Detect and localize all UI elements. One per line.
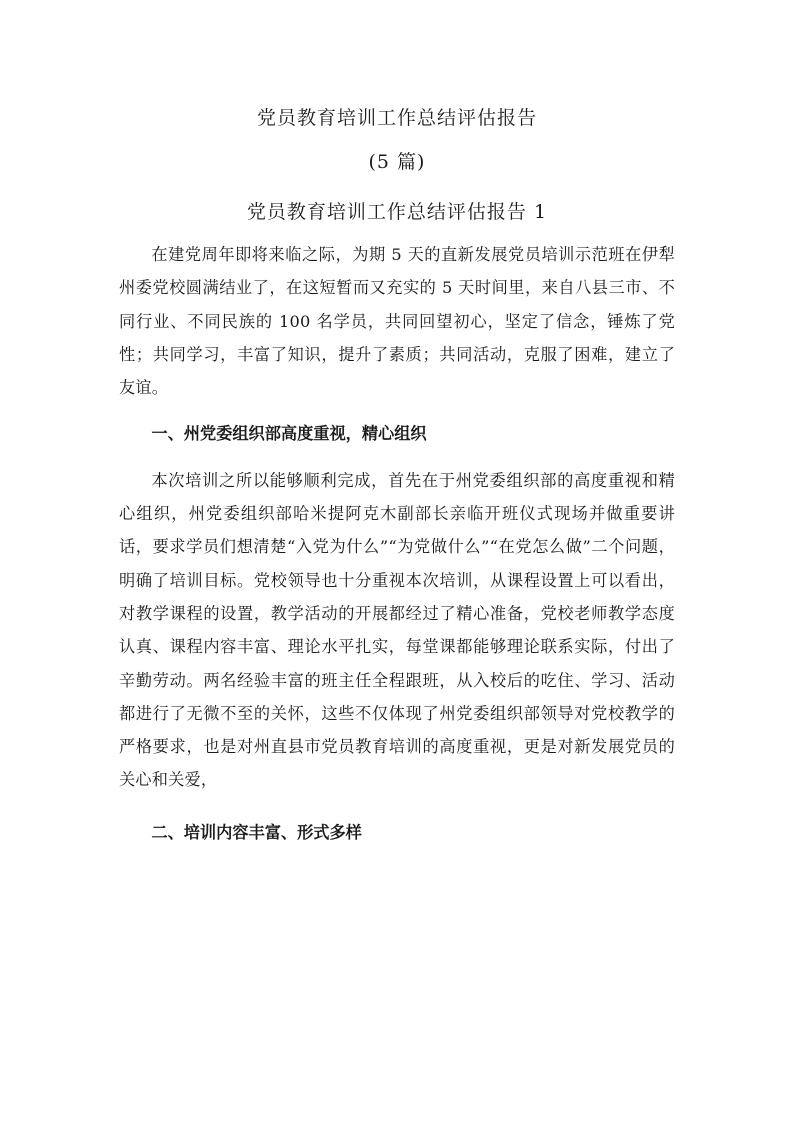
document-subtitle: (5 篇)	[368, 151, 426, 173]
document-title: 党员教育培训工作总结评估报告	[256, 107, 537, 129]
intro-paragraph: 在建党周年即将来临之际，为期 5 天的直新发展党员培训示范班在伊犁州委党校圆满结业了，在这短暂而又充实的 5 天时间里，来自八县三市、不同行业、不同民族的 100 名学员，共同回望初心，坚定了信念，锤炼了党性；共同学习，丰富了知识，提升了素质；共同活动，克服了困难，建立了友谊。	[119, 245, 675, 398]
document-content	[119, 104, 675, 862]
heading-one: 一、州党委组织部高度重视，精心组织	[151, 424, 427, 444]
section-title: 党员教育培训工作总结评估报告 1	[246, 201, 548, 223]
heading-two: 二、培训内容丰富、形式多样	[151, 822, 362, 842]
body-paragraph-one: 本次培训之所以能够顺利完成，首先在于州党委组织部的高度重视和精心组织，州党委组织部哈米提阿克木副部长亲临开班仪式现场并做重要讲话，要求学员们想清楚“入党为什么”“为党做什么”“在党怎么做”二个问题，明确了培训目标。党校领导也十分重视本次培训，从课程设置上可以看出，对教学课程的设置，教学活动的开展都经过了精心准备，党校老师教学态度认真、课程内容丰富、理论水平扎实，每堂课都能够理论联系实际，付出了辛勤劳动。两名经验丰富的班主任全程跟班，从入校后的吃住、学习、活动都进行了无微不至的关怀，这些不仅体现了州党委组织部领导对党校教学的严格要求，也是对州直县市党员教育培训的高度重视，更是对新发展党员的关心和关爱，	[119, 470, 675, 790]
